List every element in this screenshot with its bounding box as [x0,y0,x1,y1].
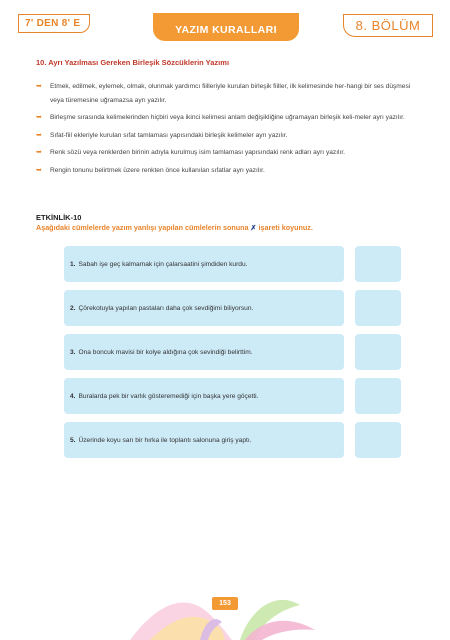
page-header-title: YAZIM KURALLARI [153,13,299,41]
section-title: 10. Ayrı Yazılması Gereken Birleşik Sözcüklerin Yazımı [36,58,230,67]
sentence-row: 5. Üzerinde koyu sarı bir hırka ile toplantı salonuna giriş yaptı. [64,422,344,458]
chapter-label: 8. BÖLÜM [343,14,433,37]
rules-list [36,80,416,182]
cross-mark-icon: ✗ [250,223,257,232]
sentence-row: 4. Buralarda pek bir varlık gösteremediği için başka yere göçetti. [64,378,344,414]
page-number: 153 [212,597,238,610]
answer-box[interactable] [355,290,401,326]
arrow-bullet-icon: ➥ [36,131,42,139]
arrow-bullet-icon: ➥ [36,83,42,90]
answer-box[interactable] [355,246,401,282]
rule-item: ➥ Birleşme sırasında kelimelerinden hiçbiri veya ikinci kelimesi anlam değişikliğine uğramayan birleşik keli-meler ayrı yazılır. [36,111,416,125]
grade-range-tab: 7' DEN 8' E [18,14,90,33]
sentence-row: 3. Ona boncuk mavisi bir kolye aldığına çok sevindiği belirttim. [64,334,344,370]
arrow-bullet-icon: ➥ [36,114,42,122]
activity-title: ETKİNLİK-10 [36,213,82,222]
arrow-bullet-icon: ➥ [36,166,42,174]
activity-instruction: Aşağıdaki cümlelerde yazım yanlışı yapılan cümlelerin sonuna ✗ işareti koyunuz. [36,223,313,232]
rule-item: ➥ Renk sözü veya renklerden birinin adıyla kurulmuş isim tamlaması yapısındaki renk adları ayrı yazılır. [36,146,416,160]
answer-box[interactable] [355,334,401,370]
rule-item: ➥ Etmek, edilmek, eylemek, olmak, olunmak yardımcı fiilleriyle kurulan birleşik fiiller, ilk kelimesinde her-hangi bir ses düşmesi veya türemesine uğramazsa ayrı yazılır. [36,80,416,107]
arrow-bullet-icon: ➥ [36,149,42,157]
rule-item: ➥ Rengin tonunu belirtmek üzere renkten önce kullanılan sıfatlar ayrı yazılır. [36,164,416,178]
rule-item: ➥ Sıfat-fiil ekleriyle kurulan sıfat tamlaması yapısındaki birleşik kelimeler ayrı yazılır. [36,129,416,143]
sentence-row: 1. Sabah işe geç kalmamak için çalarsaatini şimdiden kurdu. [64,246,344,282]
answer-box[interactable] [355,378,401,414]
sentence-row: 2. Çörekotuyla yapılan pastaları daha çok sevdiğimi biliyorsun. [64,290,344,326]
answer-box[interactable] [355,422,401,458]
